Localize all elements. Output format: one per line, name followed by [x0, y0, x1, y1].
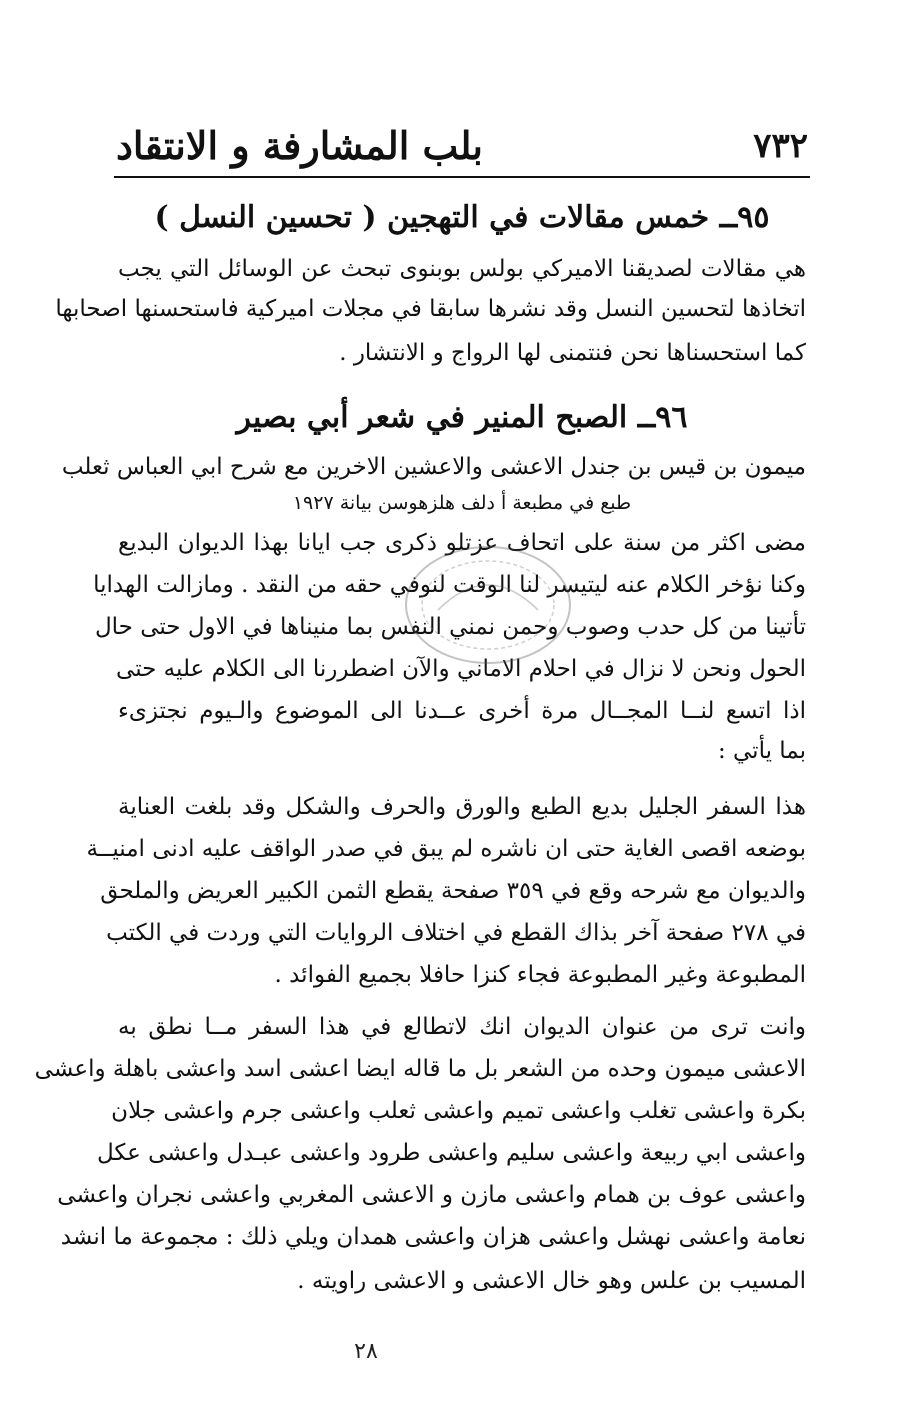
section-95-line: اتخاذها لتحسين النسل وقد نشرها سابقا في مجلات اميركية فاستحسنها اصحابها	[55, 296, 806, 322]
review-line: اذا اتسع لنــا المجــال مرة أخرى عــدنا الى الموضوع والـيوم نجتزىء	[118, 698, 806, 724]
review-line: واعشى عوف بن همام واعشى مازن و الاعشى المغربي واعشى نجران واعشى	[57, 1182, 806, 1208]
review-line: بوضعه اقصى الغاية حتى ان ناشره لم يبق في صدر الواقف عليه ادنى امنيــة	[86, 836, 806, 862]
review-line: تأتينا من كل حدب وصوب وحمن نمني النفس بما منيناها في الاول حتى حال	[94, 614, 806, 640]
review-line: والديوان مع شرحه وقع في ٣٥٩ صفحة يقطع الثمن الكبير العريض والملحق	[100, 878, 806, 904]
page-header	[116, 118, 808, 174]
review-line: هذا السفر الجليل بديع الطبع والورق والحرف والشكل وقد بلغت العناية	[118, 794, 806, 820]
review-line: المسيب بن علس وهو خال الاعشى و الاعشى راويته .	[297, 1268, 806, 1294]
running-title: بلب المشارفة و الانتقاد	[116, 123, 483, 168]
review-line: واعشى ابي ربيعة واعشى سليم واعشى طرود واعشى عبـدل واعشى عكل	[96, 1140, 806, 1166]
review-line: نعامة واعشى نهشل واعشى هزان واعشى همدان ويلي ذلك : مجموعة ما انشد	[60, 1224, 806, 1250]
book-title-line: ميمون بن قيس بن جندل الاعشى والاعشين الاخرين مع شرح ابي العباس ثعلب	[61, 454, 806, 480]
publication-line: طبع في مطبعة أ دلف هلزهوسن بيانة ١٩٢٧	[292, 492, 632, 514]
section-95-line: هي مقالات لصديقنا الاميركي بولس بوبنوى تبحث عن الوسائل التي يجب	[118, 256, 806, 282]
header-rule	[114, 176, 810, 178]
section-95-line: كما استحسناها نحن فنتمنى لها الرواج و الانتشار .	[339, 340, 806, 366]
review-line: وكنا نؤخر الكلام عنه ليتيسر لنا الوقت لنوفي حقه من النقد . ومازالت الهدايا	[93, 572, 806, 598]
review-line: بكرة واعشى تغلب واعشى تميم واعشى ثعلب واعشى جرم واعشى جلان	[111, 1098, 806, 1124]
review-line: مضى اكثر من سنة على اتحاف عزتلو ذكرى جب ايانا بهذا الديوان البديع	[118, 530, 806, 556]
review-line: المطبوعة وغير المطبوعة فجاء كنزا حافلا بجميع الفوائد .	[274, 962, 806, 988]
section-95-heading: ٩٥ــ خمس مقالات في التهجين ( تحسين النسل )	[154, 200, 770, 235]
footer-ornament: ۲۸	[354, 1339, 378, 1364]
review-line: في ٢٧٨ صفحة آخر بذاك القطع في اختلاف الروايات التي وردت في الكتب	[106, 920, 806, 946]
review-line: وانت ترى من عنوان الديوان انك لاتطالع في هذا السفر مــا نطق به	[118, 1014, 806, 1040]
review-line: بما يأتي :	[717, 738, 806, 764]
review-line: الحول ونحن لا نزال في احلام الاماني والآن اضطررنا الى الكلام عليه حتى	[116, 656, 806, 682]
page-number: ٧٣٢	[753, 126, 808, 166]
library-stamp	[398, 540, 578, 670]
review-line: الاعشى ميمون وحده من الشعر بل ما قاله ايضا اعشى اسد واعشى باهلة واعشى	[34, 1056, 806, 1082]
section-96-heading: ٩٦ــ الصبح المنير في شعر أبي بصير	[236, 400, 688, 435]
